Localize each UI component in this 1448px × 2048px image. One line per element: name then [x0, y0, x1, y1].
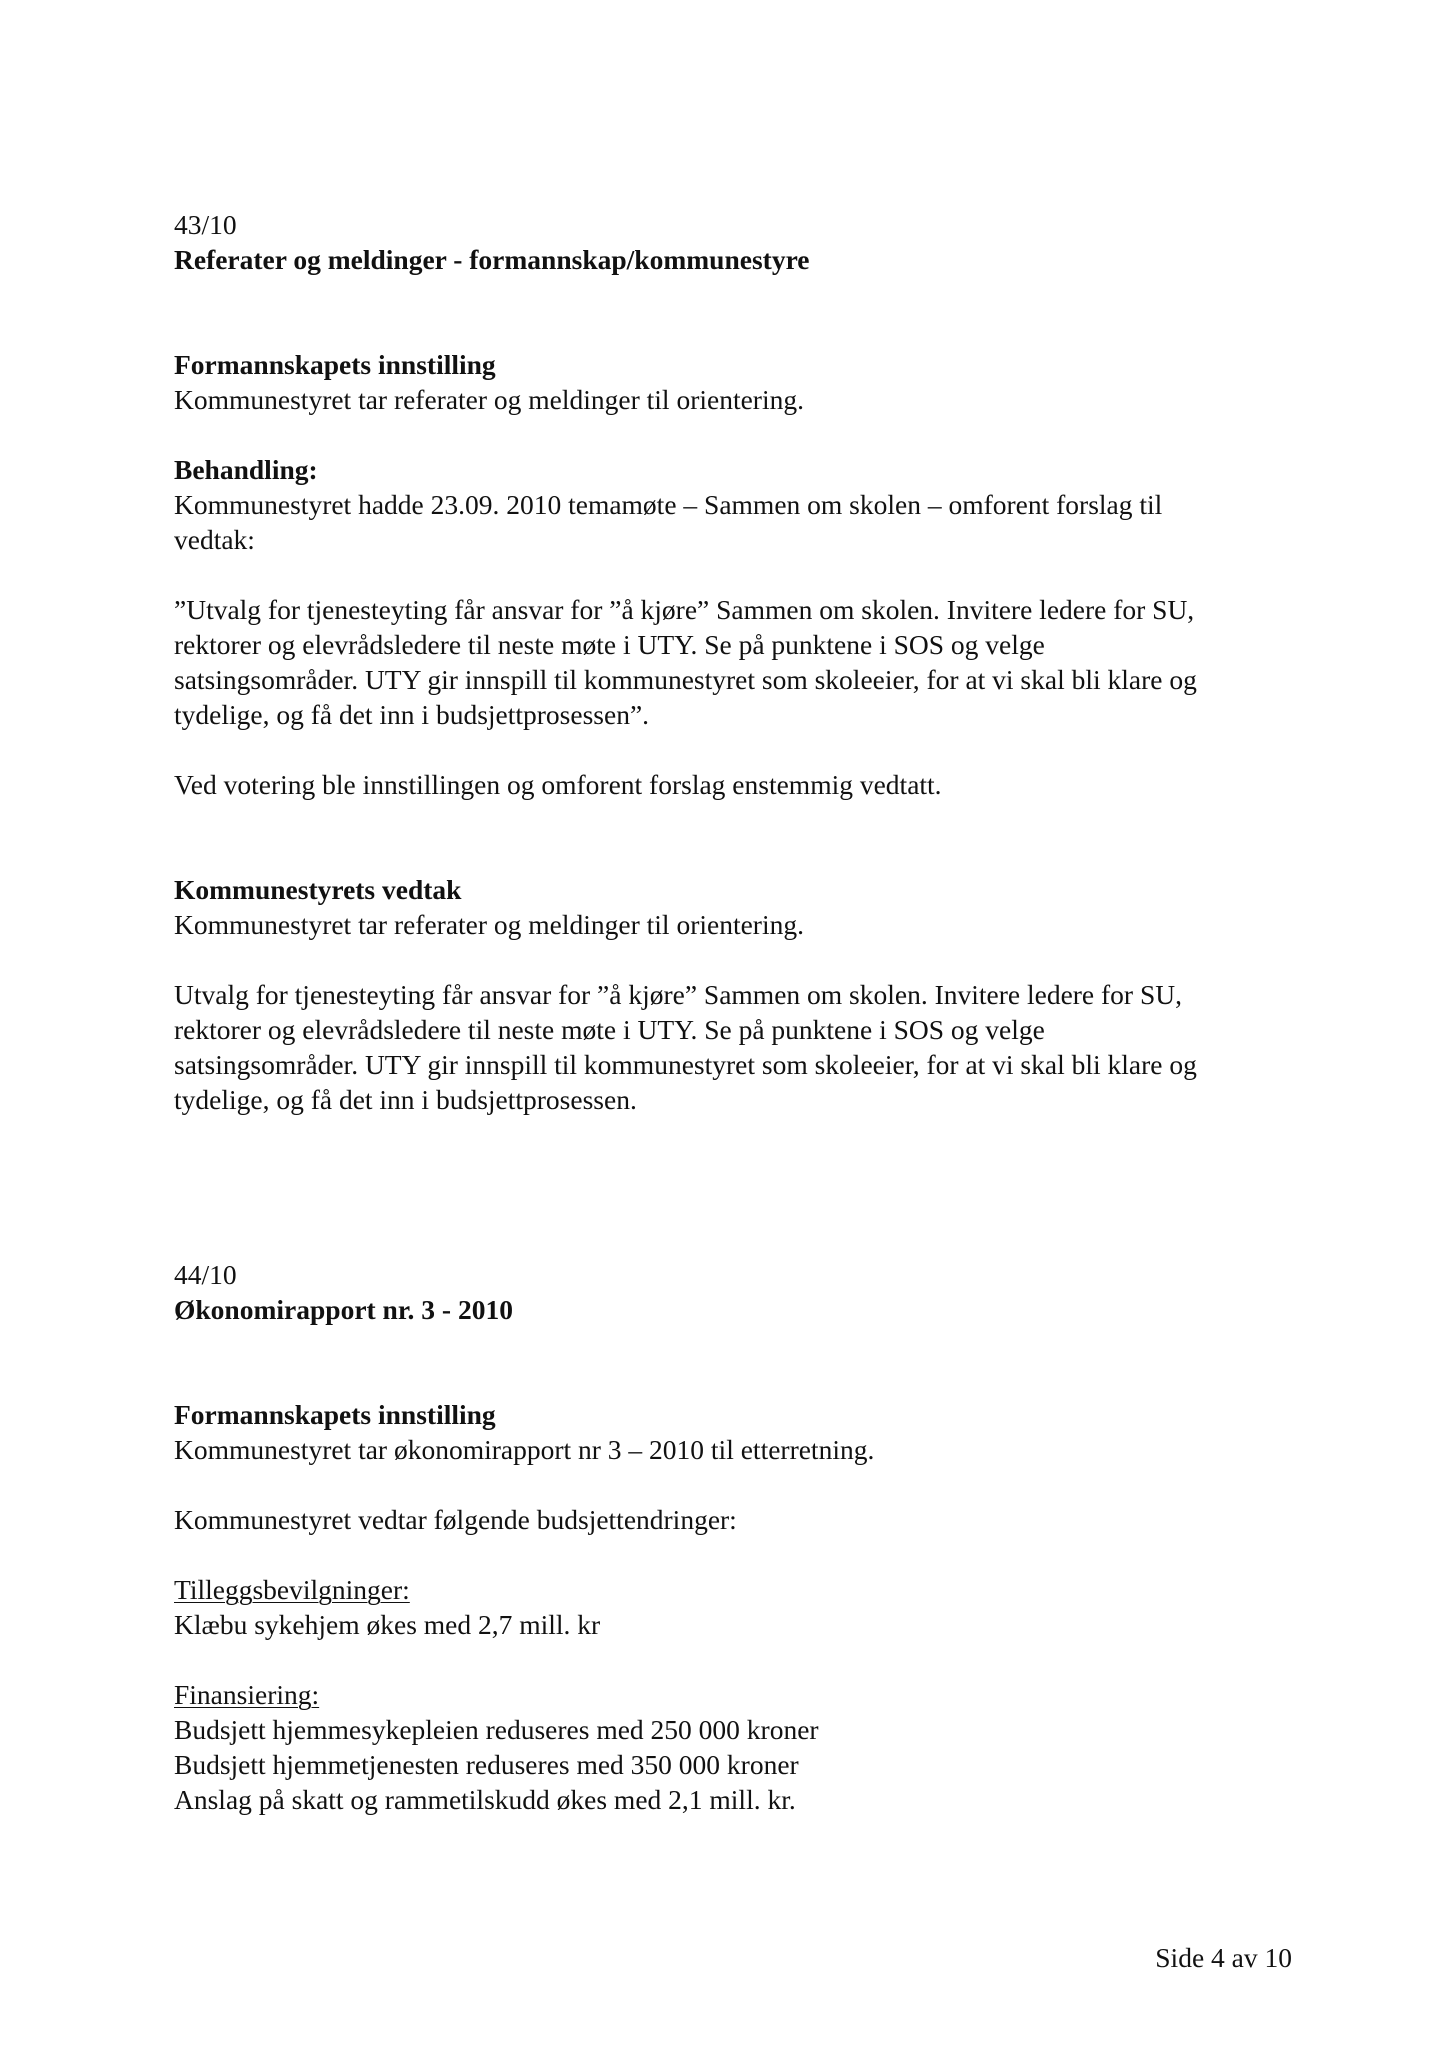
decision-line: Utvalg for tjenesteyting får ansvar for ”å kjøre” Sammen om skolen. Invitere ledere for SU, — [174, 979, 1182, 1010]
decision-line: tydelige, og få det inn i budsjettprosessen. — [174, 1084, 637, 1115]
additional-heading: Tilleggsbevilgninger: — [174, 1574, 410, 1605]
recommendation-text: Kommunestyret tar økonomirapport nr 3 – 2010 til etterretning. — [174, 1434, 875, 1465]
financing-item: Budsjett hjemmesykepleien reduseres med 250 000 kroner — [174, 1714, 819, 1745]
case-section-44 — [174, 1257, 1294, 1817]
spacer — [174, 942, 1294, 977]
spacer — [174, 1117, 1294, 1257]
spacer — [174, 1537, 1294, 1572]
financing-item: Budsjett hjemmetjenesten reduseres med 350 000 kroner — [174, 1749, 799, 1780]
proposal-line: ”Utvalg for tjenesteyting får ansvar for ”å kjøre” Sammen om skolen. Invitere ledere for SU, — [174, 594, 1195, 625]
spacer — [174, 802, 1294, 872]
decision-line: satsingsområder. UTY gir innspill til kommunestyret som skoleeier, for at vi skal bli klare og — [174, 1049, 1197, 1080]
budget-intro: Kommunestyret vedtar følgende budsjettendringer: — [174, 1504, 737, 1535]
case-number: 44/10 — [174, 1259, 237, 1290]
spacer — [174, 732, 1294, 767]
decision-text: Kommunestyret tar referater og meldinger til orientering. — [174, 909, 804, 940]
recommendation-text: Kommunestyret tar referater og meldinger til orientering. — [174, 384, 804, 415]
vote-text: Ved votering ble innstillingen og omforent forslag enstemmig vedtatt. — [174, 769, 942, 800]
case-section-43 — [174, 207, 1294, 1117]
treatment-heading: Behandling: — [174, 454, 318, 485]
treatment-line: vedtak: — [174, 524, 255, 555]
spacer — [174, 1467, 1294, 1502]
case-number: 43/10 — [174, 209, 237, 240]
decision-heading: Kommunestyrets vedtak — [174, 874, 462, 905]
proposal-line: rektorer og elevrådsledere til neste møte i UTY. Se på punktene i SOS og velge — [174, 629, 1045, 660]
case-title: Økonomirapport nr. 3 - 2010 — [174, 1294, 513, 1325]
proposal-line: tydelige, og få det inn i budsjettprosessen”. — [174, 699, 650, 730]
additional-item: Klæbu sykehjem økes med 2,7 mill. kr — [174, 1609, 601, 1640]
page-content — [174, 207, 1294, 1817]
case-title: Referater og meldinger - formannskap/kommunestyre — [174, 244, 810, 275]
financing-heading: Finansiering: — [174, 1679, 320, 1710]
spacer — [174, 1327, 1294, 1397]
financing-item: Anslag på skatt og rammetilskudd økes med 2,1 mill. kr. — [174, 1784, 796, 1815]
spacer — [174, 277, 1294, 347]
proposal-line: satsingsområder. UTY gir innspill til kommunestyret som skoleeier, for at vi skal bli klare og — [174, 664, 1197, 695]
spacer — [174, 557, 1294, 592]
page-number: Side 4 av 10 — [1155, 1942, 1292, 1973]
spacer — [174, 417, 1294, 452]
recommendation-heading: Formannskapets innstilling — [174, 1399, 496, 1430]
decision-line: rektorer og elevrådsledere til neste møte i UTY. Se på punktene i SOS og velge — [174, 1014, 1045, 1045]
treatment-line: Kommunestyret hadde 23.09. 2010 temamøte – Sammen om skolen – omforent forslag til — [174, 489, 1163, 520]
spacer — [174, 1642, 1294, 1677]
recommendation-heading: Formannskapets innstilling — [174, 349, 496, 380]
